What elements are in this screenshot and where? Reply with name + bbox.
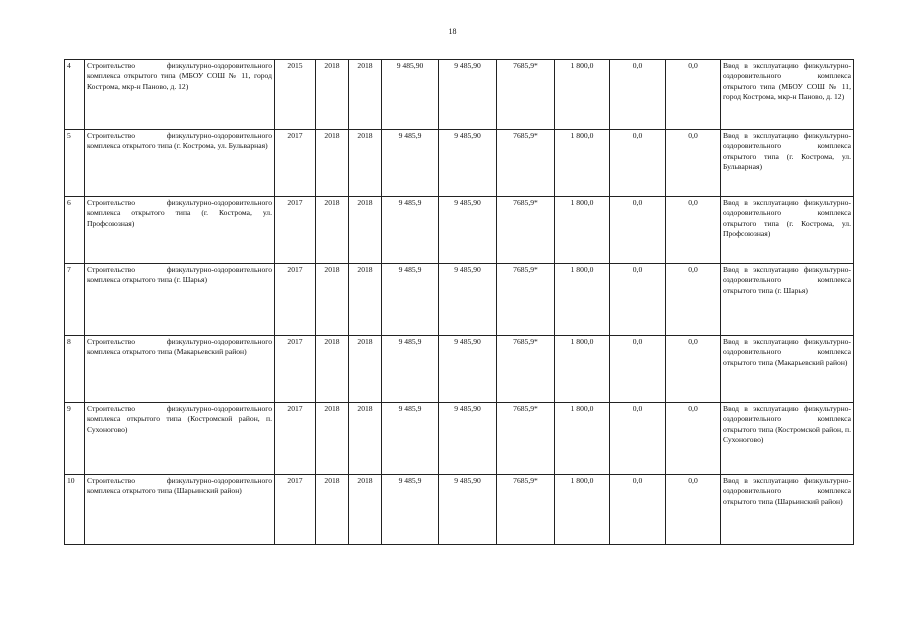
local-funding-cell: 0,0 — [610, 403, 666, 475]
row-number-cell: 10 — [65, 475, 85, 545]
expected-result-cell: Ввод в эксплуатацию физкультурно-оздоровительного комплекса открытого типа (МБОУ СОШ № 11, город Кострома, мкр-н Паново, д. 12) — [721, 60, 854, 130]
row-number-cell: 7 — [65, 264, 85, 336]
estimated-cost-cell: 9 485,90 — [382, 60, 439, 130]
object-name-cell: Строительство физкультурно-оздоровительного комплекса открытого типа (г. Кострома, ул. Профсоюзная) — [85, 197, 275, 264]
row-number-cell: 8 — [65, 336, 85, 403]
start-year-cell: 2017 — [275, 264, 316, 336]
total-funding-cell: 9 485,90 — [439, 403, 497, 475]
federal-funding-cell: 7685,9* — [497, 475, 555, 545]
table-body — [65, 60, 854, 545]
federal-funding-cell: 7685,9* — [497, 403, 555, 475]
commission-year-cell: 2018 — [349, 264, 382, 336]
total-funding-cell: 9 485,90 — [439, 336, 497, 403]
local-funding-cell: 0,0 — [610, 60, 666, 130]
local-funding-cell: 0,0 — [610, 336, 666, 403]
table-row — [65, 130, 854, 197]
regional-funding-cell: 1 800,0 — [555, 403, 610, 475]
table-row — [65, 264, 854, 336]
federal-funding-cell: 7685,9* — [497, 130, 555, 197]
local-funding-cell: 0,0 — [610, 130, 666, 197]
object-name-cell: Строительство физкультурно-оздоровительного комплекса открытого типа (г. Кострома, ул. Бульварная) — [85, 130, 275, 197]
table-row — [65, 475, 854, 545]
object-name-cell: Строительство физкультурно-оздоровительного комплекса открытого типа (МБОУ СОШ № 11, город Кострома, мкр-н Паново, д. 12) — [85, 60, 275, 130]
total-funding-cell: 9 485,90 — [439, 475, 497, 545]
estimated-cost-cell: 9 485,9 — [382, 403, 439, 475]
end-year-cell: 2018 — [316, 403, 349, 475]
end-year-cell: 2018 — [316, 130, 349, 197]
expected-result-cell: Ввод в эксплуатацию физкультурно-оздоровительного комплекса открытого типа (г. Кострома, ул. Бульварная) — [721, 130, 854, 197]
start-year-cell: 2017 — [275, 403, 316, 475]
regional-funding-cell: 1 800,0 — [555, 475, 610, 545]
estimated-cost-cell: 9 485,9 — [382, 130, 439, 197]
federal-funding-cell: 7685,9* — [497, 264, 555, 336]
total-funding-cell: 9 485,90 — [439, 197, 497, 264]
federal-funding-cell: 7685,9* — [497, 336, 555, 403]
end-year-cell: 2018 — [316, 264, 349, 336]
commission-year-cell: 2018 — [349, 475, 382, 545]
object-name-cell: Строительство физкультурно-оздоровительного комплекса открытого типа (г. Шарья) — [85, 264, 275, 336]
other-funding-cell: 0,0 — [666, 403, 721, 475]
row-number-cell: 5 — [65, 130, 85, 197]
table-row — [65, 336, 854, 403]
object-name-cell: Строительство физкультурно-оздоровительного комплекса открытого типа (Костромской район, п. Сухоногово) — [85, 403, 275, 475]
expected-result-cell: Ввод в эксплуатацию физкультурно-оздоровительного комплекса открытого типа (Шарьинский район) — [721, 475, 854, 545]
end-year-cell: 2018 — [316, 60, 349, 130]
other-funding-cell: 0,0 — [666, 60, 721, 130]
commission-year-cell: 2018 — [349, 336, 382, 403]
end-year-cell: 2018 — [316, 475, 349, 545]
local-funding-cell: 0,0 — [610, 264, 666, 336]
row-number-cell: 6 — [65, 197, 85, 264]
program-table — [64, 59, 854, 545]
local-funding-cell: 0,0 — [610, 197, 666, 264]
estimated-cost-cell: 9 485,9 — [382, 336, 439, 403]
regional-funding-cell: 1 800,0 — [555, 336, 610, 403]
object-name-cell: Строительство физкультурно-оздоровительного комплекса открытого типа (Макарьевский район) — [85, 336, 275, 403]
regional-funding-cell: 1 800,0 — [555, 264, 610, 336]
regional-funding-cell: 1 800,0 — [555, 197, 610, 264]
other-funding-cell: 0,0 — [666, 130, 721, 197]
start-year-cell: 2017 — [275, 197, 316, 264]
table-row — [65, 197, 854, 264]
commission-year-cell: 2018 — [349, 60, 382, 130]
commission-year-cell: 2018 — [349, 130, 382, 197]
start-year-cell: 2017 — [275, 336, 316, 403]
regional-funding-cell: 1 800,0 — [555, 60, 610, 130]
expected-result-cell: Ввод в эксплуатацию физкультурно-оздоровительного комплекса открытого типа (Макарьевский район) — [721, 336, 854, 403]
local-funding-cell: 0,0 — [610, 475, 666, 545]
total-funding-cell: 9 485,90 — [439, 264, 497, 336]
table-row — [65, 60, 854, 130]
expected-result-cell: Ввод в эксплуатацию физкультурно-оздоровительного комплекса открытого типа (г. Шарья) — [721, 264, 854, 336]
federal-funding-cell: 7685,9* — [497, 197, 555, 264]
total-funding-cell: 9 485,90 — [439, 130, 497, 197]
regional-funding-cell: 1 800,0 — [555, 130, 610, 197]
page-number: 18 — [448, 27, 457, 36]
commission-year-cell: 2018 — [349, 403, 382, 475]
other-funding-cell: 0,0 — [666, 264, 721, 336]
row-number-cell: 4 — [65, 60, 85, 130]
row-number-cell: 9 — [65, 403, 85, 475]
object-name-cell: Строительство физкультурно-оздоровительного комплекса открытого типа (Шарьинский район) — [85, 475, 275, 545]
other-funding-cell: 0,0 — [666, 336, 721, 403]
estimated-cost-cell: 9 485,9 — [382, 197, 439, 264]
estimated-cost-cell: 9 485,9 — [382, 264, 439, 336]
estimated-cost-cell: 9 485,9 — [382, 475, 439, 545]
other-funding-cell: 0,0 — [666, 475, 721, 545]
commission-year-cell: 2018 — [349, 197, 382, 264]
end-year-cell: 2018 — [316, 197, 349, 264]
start-year-cell: 2017 — [275, 475, 316, 545]
end-year-cell: 2018 — [316, 336, 349, 403]
table-row — [65, 403, 854, 475]
other-funding-cell: 0,0 — [666, 197, 721, 264]
start-year-cell: 2015 — [275, 60, 316, 130]
total-funding-cell: 9 485,90 — [439, 60, 497, 130]
start-year-cell: 2017 — [275, 130, 316, 197]
expected-result-cell: Ввод в эксплуатацию физкультурно-оздоровительного комплекса открытого типа (Костромской район, п. Сухоногово) — [721, 403, 854, 475]
expected-result-cell: Ввод в эксплуатацию физкультурно-оздоровительного комплекса открытого типа (г. Кострома, ул. Профсоюзная) — [721, 197, 854, 264]
federal-funding-cell: 7685,9* — [497, 60, 555, 130]
